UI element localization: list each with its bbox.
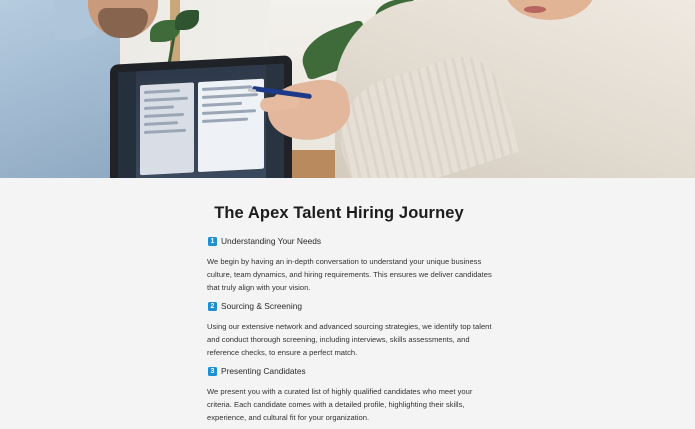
step-heading xyxy=(207,299,507,313)
plant-leaf xyxy=(175,10,199,30)
step-title: Presenting Candidates xyxy=(221,366,306,376)
step-3 xyxy=(207,364,507,424)
step-title: Sourcing & Screening xyxy=(221,301,303,311)
laptop xyxy=(110,55,292,189)
hero-image xyxy=(0,0,678,178)
step-description: We present you with a curated list of highly qualified candidates who meet your criteria. Each candidate comes with a detailed profile, highlighting their skills, experience, and cultural fit for your organization. xyxy=(207,387,473,422)
screen-list-panel xyxy=(140,82,194,175)
number-two-icon: 2 xyxy=(208,302,217,311)
screen-detail-panel xyxy=(198,79,264,172)
woman-lips xyxy=(524,6,546,13)
step-title: Understanding Your Needs xyxy=(221,236,322,246)
screen-sidebar xyxy=(118,71,136,188)
step-heading xyxy=(207,234,507,248)
man-beard xyxy=(98,8,148,38)
number-one-icon: 1 xyxy=(208,237,217,246)
step-1 xyxy=(207,234,507,294)
number-three-icon: 3 xyxy=(208,367,217,376)
step-description: Using our extensive network and advanced sourcing strategies, we identify top talent and conduct thorough screening, including interviews, skills assessments, and reference checks, to ensure a perfect match. xyxy=(207,322,492,357)
journey-section xyxy=(0,178,678,422)
step-2 xyxy=(207,299,507,359)
laptop-screen xyxy=(118,64,284,189)
journey-steps xyxy=(207,234,507,429)
step-description: We begin by having an in-depth conversation to understand your unique business culture, team dynamics, and hiring requirements. This ensures we deliver candidates that truly align with your vision. xyxy=(207,257,492,292)
section-title: The Apex Talent Hiring Journey xyxy=(214,204,464,222)
step-heading xyxy=(207,364,507,378)
